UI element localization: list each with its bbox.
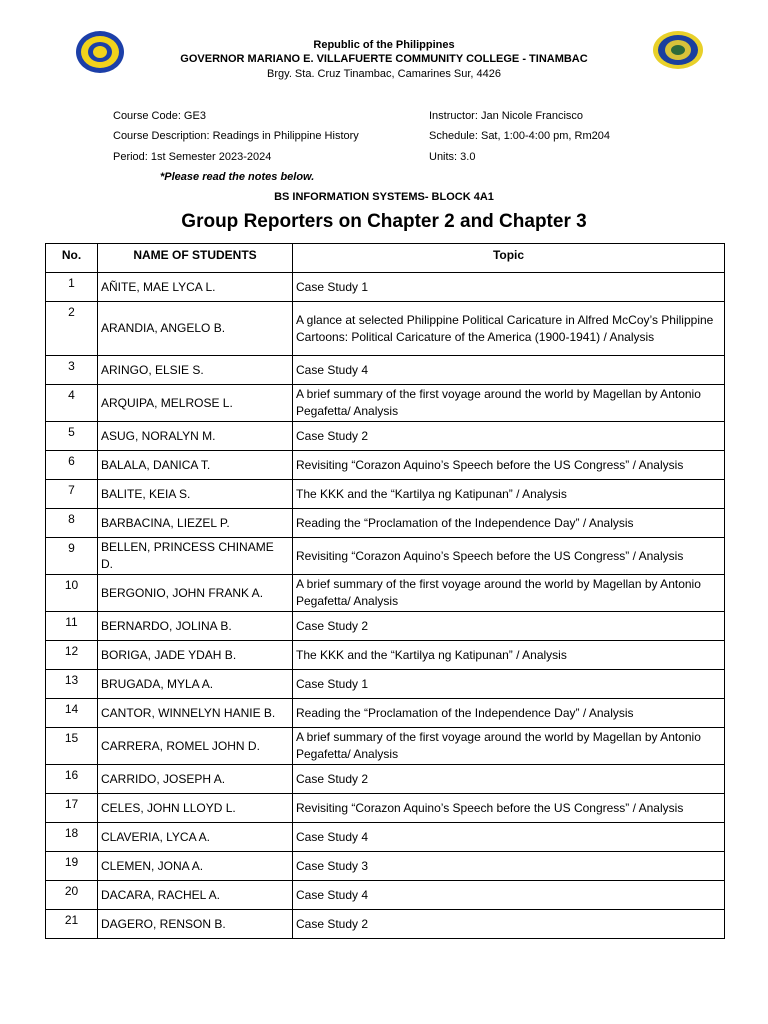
- table-row: [46, 273, 725, 302]
- row-number: 10: [46, 575, 98, 612]
- student-name: CARRIDO, JOSEPH A.: [98, 765, 293, 794]
- report-topic: Revisiting “Corazon Aquino’s Speech before the US Congress” / Analysis: [293, 451, 725, 480]
- row-number: 16: [46, 765, 98, 794]
- header-republic: Republic of the Philippines: [313, 39, 455, 51]
- row-number: 14: [46, 699, 98, 728]
- student-name: CLAVERIA, LYCA A.: [98, 823, 293, 852]
- row-number: 13: [46, 670, 98, 699]
- column-header-name: NAME OF STUDENTS: [98, 244, 293, 273]
- student-name: CLEMEN, JONA A.: [98, 852, 293, 881]
- report-topic: A brief summary of the first voyage around the world by Magellan by Antonio Pegafetta/ Analysis: [293, 385, 725, 422]
- row-number: 15: [46, 728, 98, 765]
- report-topic: Revisiting “Corazon Aquino’s Speech before the US Congress” / Analysis: [293, 538, 725, 575]
- table-row: [46, 538, 725, 575]
- table-row: [46, 385, 725, 422]
- table-row: [46, 641, 725, 670]
- row-number: 3: [46, 356, 98, 385]
- table-row: [46, 480, 725, 509]
- table-row: [46, 612, 725, 641]
- notes-reminder: *Please read the notes below.: [160, 171, 315, 183]
- row-number: 12: [46, 641, 98, 670]
- block-label: BS INFORMATION SYSTEMS- BLOCK 4A1: [274, 191, 494, 203]
- report-topic: The KKK and the “Kartilya ng Katipunan” / Analysis: [293, 641, 725, 670]
- table-row: [46, 575, 725, 612]
- row-number: 1: [46, 273, 98, 302]
- header-college-name: GOVERNOR MARIANO E. VILLAFUERTE COMMUNITY COLLEGE - TINAMBAC: [180, 53, 588, 65]
- report-topic: Case Study 1: [293, 670, 725, 699]
- student-name: DACARA, RACHEL A.: [98, 881, 293, 910]
- row-number: 20: [46, 881, 98, 910]
- row-number: 21: [46, 910, 98, 939]
- table-row: [46, 852, 725, 881]
- table-row: [46, 699, 725, 728]
- report-topic: Reading the “Proclamation of the Independence Day” / Analysis: [293, 509, 725, 538]
- student-name: CARRERA, ROMEL JOHN D.: [98, 728, 293, 765]
- student-name: CANTOR, WINNELYN HANIE B.: [98, 699, 293, 728]
- student-name: BERNARDO, JOLINA B.: [98, 612, 293, 641]
- table-row: [46, 765, 725, 794]
- row-number: 2: [46, 302, 98, 356]
- student-name: BALALA, DANICA T.: [98, 451, 293, 480]
- report-topic: Case Study 2: [293, 422, 725, 451]
- table-row: [46, 670, 725, 699]
- table-row: [46, 451, 725, 480]
- column-header-no: No.: [46, 244, 98, 273]
- row-number: 19: [46, 852, 98, 881]
- table-row: [46, 881, 725, 910]
- report-topic: The KKK and the “Kartilya ng Katipunan” / Analysis: [293, 480, 725, 509]
- report-topic: Revisiting “Corazon Aquino’s Speech before the US Congress” / Analysis: [293, 794, 725, 823]
- table-row: [46, 728, 725, 765]
- column-header-topic: Topic: [293, 244, 725, 273]
- student-name: BRUGADA, MYLA A.: [98, 670, 293, 699]
- student-name: DAGERO, RENSON B.: [98, 910, 293, 939]
- student-name: AÑITE, MAE LYCA L.: [98, 273, 293, 302]
- student-name: BORIGA, JADE YDAH B.: [98, 641, 293, 670]
- student-name: BERGONIO, JOHN FRANK A.: [98, 575, 293, 612]
- report-topic: Case Study 4: [293, 881, 725, 910]
- course-instructor: Instructor: Jan Nicole Francisco: [429, 110, 584, 122]
- page-title: Group Reporters on Chapter 2 and Chapter 3: [181, 211, 587, 232]
- report-topic: Reading the “Proclamation of the Independence Day” / Analysis: [293, 699, 725, 728]
- row-number: 17: [46, 794, 98, 823]
- row-number: 6: [46, 451, 98, 480]
- student-name: ARQUIPA, MELROSE L.: [98, 385, 293, 422]
- row-number: 9: [46, 538, 98, 575]
- student-name: BELLEN, PRINCESS CHINAME D.: [98, 538, 293, 575]
- student-name: ASUG, NORALYN M.: [98, 422, 293, 451]
- row-number: 7: [46, 480, 98, 509]
- report-topic: A brief summary of the first voyage around the world by Magellan by Antonio Pegafetta/ Analysis: [293, 728, 725, 765]
- row-number: 4: [46, 385, 98, 422]
- student-name: ARANDIA, ANGELO B.: [98, 302, 293, 356]
- row-number: 11: [46, 612, 98, 641]
- student-name: BALITE, KEIA S.: [98, 480, 293, 509]
- table-row: [46, 910, 725, 939]
- report-topic: A glance at selected Philippine Political Caricature in Alfred McCoy’s Philippine Cartoons: Political Caricature of the America (1900-1941) / Analysis: [293, 302, 725, 356]
- table-row: [46, 356, 725, 385]
- report-topic: Case Study 4: [293, 823, 725, 852]
- course-code: Course Code: GE3: [113, 110, 206, 122]
- row-number: 5: [46, 422, 98, 451]
- report-topic: Case Study 3: [293, 852, 725, 881]
- report-topic: Case Study 1: [293, 273, 725, 302]
- table-row: [46, 422, 725, 451]
- report-topic: A brief summary of the first voyage around the world by Magellan by Antonio Pegafetta/ Analysis: [293, 575, 725, 612]
- course-period: Period: 1st Semester 2023-2024: [113, 151, 272, 163]
- course-schedule: Schedule: Sat, 1:00-4:00 pm, Rm204: [429, 130, 610, 142]
- row-number: 8: [46, 509, 98, 538]
- student-name: BARBACINA, LIEZEL P.: [98, 509, 293, 538]
- table-row: [46, 823, 725, 852]
- header-address: Brgy. Sta. Cruz Tinambac, Camarines Sur, 4426: [267, 68, 501, 80]
- student-name: ARINGO, ELSIE S.: [98, 356, 293, 385]
- reporters-table: [45, 243, 725, 939]
- course-description: Course Description: Readings in Philippine History: [113, 130, 359, 142]
- table-row: [46, 509, 725, 538]
- report-topic: Case Study 2: [293, 765, 725, 794]
- student-name: CELES, JOHN LLOYD L.: [98, 794, 293, 823]
- table-row: [46, 302, 725, 356]
- course-units: Units: 3.0: [429, 151, 476, 163]
- row-number: 18: [46, 823, 98, 852]
- report-topic: Case Study 4: [293, 356, 725, 385]
- table-row: [46, 794, 725, 823]
- report-topic: Case Study 2: [293, 612, 725, 641]
- table-header-row: [46, 244, 725, 273]
- report-topic: Case Study 2: [293, 910, 725, 939]
